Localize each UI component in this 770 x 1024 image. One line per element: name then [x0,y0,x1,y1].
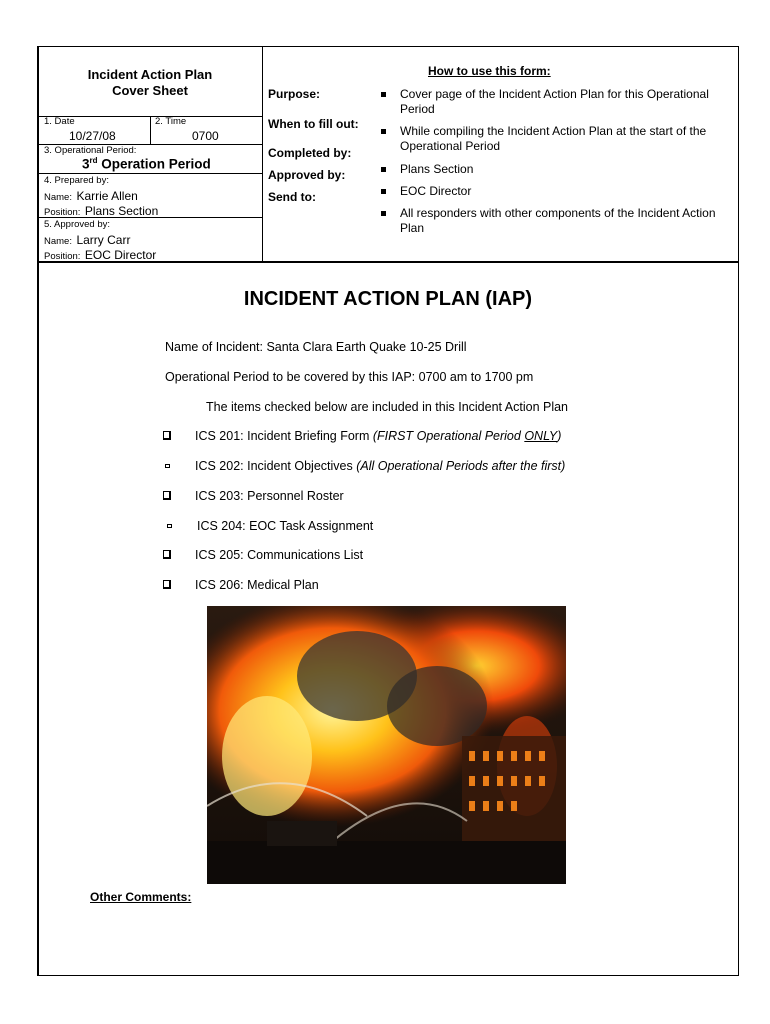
building-fire-photo [207,606,566,884]
bullet-text: Plans Section [400,162,474,176]
approved-name-value[interactable]: Larry Carr [76,233,131,247]
howto-heading: How to use this form: [428,64,551,78]
approved-label: 5. Approved by: [44,219,111,230]
prepared-position-value[interactable]: Plans Section [84,204,159,218]
date-value[interactable]: 10/27/08 [69,129,116,143]
bullet-square-icon [381,211,386,216]
item-note: (FIRST Operational Period [372,429,525,443]
completed-label: Completed by: [268,146,352,160]
item-text: ICS 202: Incident Objectives [195,459,357,473]
item-text: ICS 203: Personnel Roster [195,489,344,503]
checkbox-icon[interactable] [163,431,171,440]
bullet-text: EOC Director [400,184,472,198]
approved-position-label: Position: [44,251,81,262]
cover-title-line1: Incident Action Plan [87,67,213,82]
checkbox-icon[interactable] [167,524,172,528]
time-label: 2. Time [155,116,187,127]
prepared-divider [37,173,263,174]
op-period-text: Operation Period [101,156,211,172]
op-period-number: 3 [82,156,90,172]
op-period-value[interactable] [82,156,211,172]
approved-name-label: Name: [44,236,72,247]
item-text: ICS 206: Medical Plan [195,578,319,592]
prepared-name-value[interactable]: Karrie Allen [76,189,138,203]
cover-title-line2: Cover Sheet [112,83,188,98]
bullet-square-icon [381,129,386,134]
other-comments-label: Other Comments: [90,890,192,904]
item-text: ICS 204: EOC Task Assignment [197,519,374,533]
item-text: ICS 201: Incident Briefing Form [195,429,373,443]
prepared-position-row [44,202,158,220]
prepared-label: 4. Prepared by: [44,175,109,186]
checkbox-icon[interactable] [165,464,170,468]
main-heading: INCIDENT ACTION PLAN (IAP) [243,288,533,310]
checkbox-icon[interactable] [163,550,171,559]
bullet-text: While compiling the Incident Action Plan at the start of the Operational Period [400,124,707,153]
op-period-coverage: Operational Period to be covered by this IAP: 0700 am to 1700 pm [165,370,534,384]
item-text: ICS 205: Communications List [195,548,364,562]
date-time-divider [150,116,151,144]
incident-name: Name of Incident: Santa Clara Earth Quake 10-25 Drill [165,340,467,354]
bullet-text: All responders with other components of the Incident Action Plan [400,206,716,235]
when-label: When to fill out: [268,117,359,131]
bullet-text: Cover page of the Incident Action Plan for this Operational Period [400,87,709,116]
cover-title [37,67,263,99]
approved-by-label: Approved by: [268,168,346,182]
item-note-end: ) [557,429,562,443]
prepared-name-label: Name: [44,192,72,203]
approved-position-value[interactable]: EOC Director [84,248,157,262]
bullet-square-icon [381,167,386,172]
send-to-label: Send to: [268,190,316,204]
purpose-label: Purpose: [268,87,321,101]
time-value[interactable]: 0700 [192,129,219,143]
date-label: 1. Date [44,116,75,127]
item-note-emphasis: ONLY [524,429,558,443]
items-intro: The items checked below are included in this Incident Action Plan [206,400,569,414]
op-period-label: 3. Operational Period: [44,145,137,156]
checkbox-icon[interactable] [163,580,171,589]
prepared-position-label: Position: [44,207,81,218]
approved-position-row [44,246,156,264]
op-period-suffix: rd [89,156,98,165]
bullet-square-icon [381,189,386,194]
bullet-square-icon [381,92,386,97]
checkbox-icon[interactable] [163,491,171,500]
item-note: (All Operational Periods after the first) [356,459,566,473]
